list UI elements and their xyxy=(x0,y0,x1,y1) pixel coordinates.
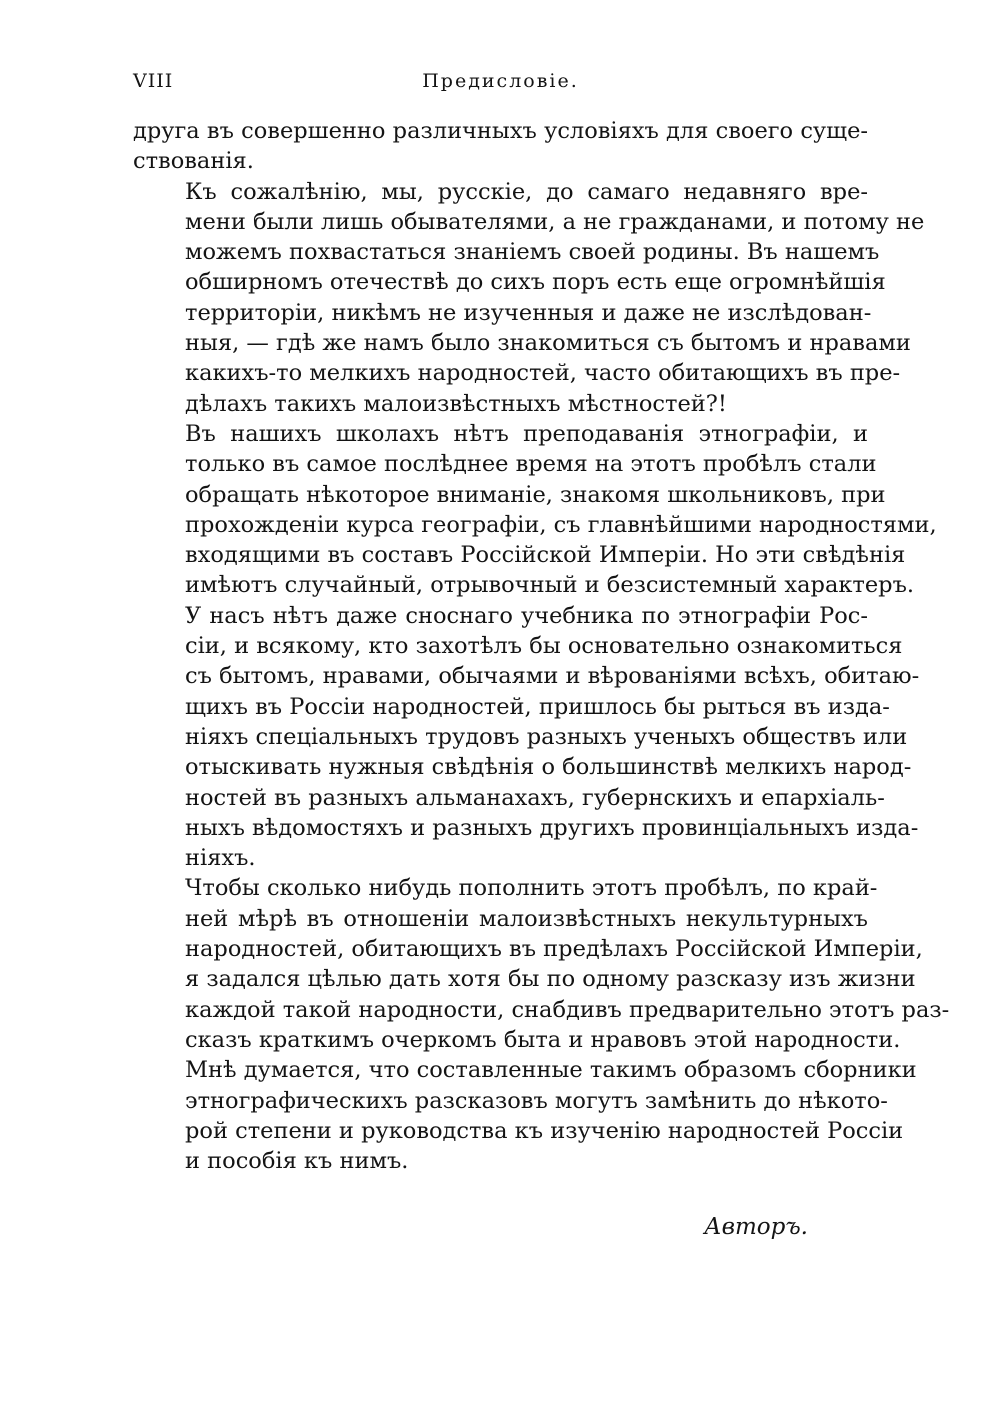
text-line: какихъ-то мелкихъ народностей, часто обитающихъ въ пре- xyxy=(185,360,901,387)
paragraph-3 xyxy=(133,419,937,601)
page-header xyxy=(133,70,868,102)
page-number: VIII xyxy=(133,70,174,92)
text-line: ніяхъ спеціальныхъ трудовъ разныхъ ученыхъ обществъ или xyxy=(185,723,908,750)
text-line: Къ сожалѣнію, мы, русскіе, до самаго недавняго вре- xyxy=(185,178,868,205)
paragraph-4 xyxy=(133,601,920,874)
text-line: каждой такой народности, снабдивъ предварительно этотъ раз- xyxy=(185,996,950,1023)
text-line: можемъ похвастаться знаніемъ своей родины. Въ нашемъ xyxy=(185,239,880,266)
paragraph-2 xyxy=(133,177,925,419)
text-line: я задался цѣлью дать хотя бы по одному разсказу изъ жизни xyxy=(185,966,916,993)
text-line: ныхъ вѣдомостяхъ и разныхъ другихъ провинціальныхъ изда- xyxy=(185,814,919,841)
text-line: ніяхъ. xyxy=(185,845,256,872)
text-line: только въ самое послѣднее время на этотъ пробѣлъ стали xyxy=(185,451,877,478)
text-line: ныя, — гдѣ же намъ было знакомиться съ бытомъ и нравами xyxy=(185,330,911,357)
text-line: мени были лишь обывателями, а не гражданами, и потому не xyxy=(185,208,925,235)
text-line: У насъ нѣтъ даже сноснаго учебника по этнографіи Рос- xyxy=(185,602,868,629)
text-line: прохожденіи курса географіи, съ главнѣйшими народностями, xyxy=(185,511,937,538)
paragraph-1 xyxy=(133,116,868,177)
author-signature: Авторъ. xyxy=(704,1214,808,1240)
text-line: обширномъ отечествѣ до сихъ поръ есть еще огромнѣйшія xyxy=(185,269,886,296)
text-line: дѣлахъ такихъ малоизвѣстныхъ мѣстностей?! xyxy=(185,390,727,417)
text-line: щихъ въ Россіи народностей, пришлось бы рыться въ изда- xyxy=(185,693,890,720)
text-line: имѣютъ случайный, отрывочный и безсистемный характеръ. xyxy=(185,572,915,599)
text-line: и пособія къ нимъ. xyxy=(185,1148,409,1175)
text-line: рой степени и руководства къ изученію народностей Россіи xyxy=(185,1117,904,1144)
text-line: сказъ краткимъ очеркомъ быта и нравовъ этой народности. xyxy=(185,1026,901,1053)
text-line: друга въ совершенно различныхъ условіяхъ для своего суще- xyxy=(133,118,868,144)
text-line: ней мѣрѣ въ отношеніи малоизвѣстныхъ некультурныхъ xyxy=(185,905,868,932)
paragraph-5 xyxy=(133,873,950,1176)
text-line: ностей въ разныхъ альманахахъ, губернскихъ и епархіаль- xyxy=(185,784,885,811)
text-line: Въ нашихъ школахъ нѣтъ преподаванія этнографіи, и xyxy=(185,420,868,447)
text-line: этнографическихъ разсказовъ могутъ замѣнить до нѣкото- xyxy=(185,1087,888,1114)
text-line: Мнѣ думается, что составленные такимъ образомъ сборники xyxy=(185,1057,917,1084)
text-line: ствованія. xyxy=(133,148,254,175)
text-line: обращать нѣкоторое вниманіе, знакомя школьниковъ, при xyxy=(185,481,886,508)
text-line: съ бытомъ, нравами, обычаями и вѣрованіями всѣхъ, обитаю- xyxy=(185,663,920,690)
text-line: территоріи, никѣмъ не изученныя и даже не изслѣдован- xyxy=(185,299,872,326)
text-line: Чтобы сколько нибудь пополнить этотъ пробѣлъ, по край- xyxy=(185,875,878,902)
running-title: Предисловіе. xyxy=(422,70,579,92)
text-line: сіи, и всякому, кто захотѣлъ бы основательно ознакомиться xyxy=(185,633,903,660)
preface-body xyxy=(133,116,950,1176)
text-line: входящими въ составъ Россійской Имперіи. Но эти свѣдѣнія xyxy=(185,542,906,569)
text-line: народностей, обитающихъ въ предѣлахъ Россійской Имперіи, xyxy=(185,936,923,963)
text-line: отыскивать нужныя свѣдѣнія о большинствѣ мелкихъ народ- xyxy=(185,754,912,781)
